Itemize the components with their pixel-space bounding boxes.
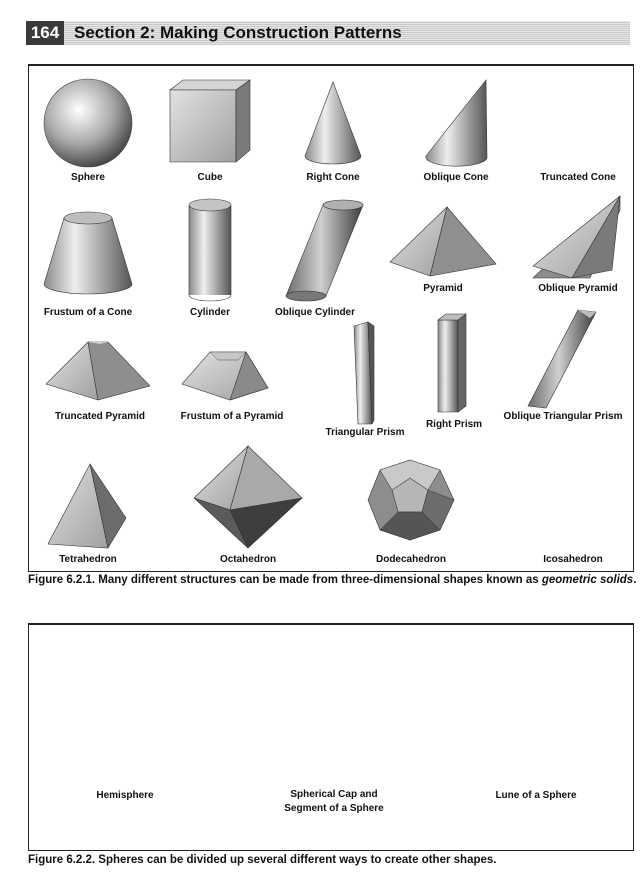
label-cylinder: Cylinder	[189, 307, 231, 318]
section-title: Section 2: Making Construction Patterns	[74, 23, 402, 42]
label-truncated-pyramid: Truncated Pyramid	[54, 411, 146, 422]
frustum-pyramid-shape	[182, 352, 268, 400]
oblique-cone-shape	[426, 80, 487, 166]
label-cap-line1: Spherical Cap and	[290, 789, 378, 800]
oblique-cylinder-shape	[286, 200, 363, 301]
figure-6-2-2-caption: Figure 6.2.2. Spheres can be divided up several different ways to create other shapes.	[28, 854, 497, 866]
label-pyramid: Pyramid	[423, 283, 463, 294]
right-cone-shape	[305, 82, 361, 164]
octahedron-shape	[194, 446, 302, 548]
caption-emphasis: geometric solids	[541, 574, 634, 586]
label-octahedron: Octahedron	[219, 554, 277, 565]
label-right-cone: Right Cone	[306, 172, 360, 183]
tetrahedron-shape	[48, 464, 126, 548]
label-spherical-cap-and-segment	[284, 788, 383, 816]
truncated-pyramid-shape	[46, 342, 150, 400]
label-tetrahedron: Tetrahedron	[59, 554, 117, 565]
sphere-shape	[44, 79, 132, 167]
oblique-pyramid-shape	[533, 196, 620, 278]
label-cube: Cube	[197, 172, 223, 183]
label-oblique-triangular-prism: Oblique Triangular Prism	[503, 411, 623, 422]
pyramid-shape	[390, 207, 496, 276]
caption-lead: Figure 6.2.1. Many different structures can be made from three-dimensional shapes known as	[28, 574, 542, 586]
label-triangular-prism: Triangular Prism	[325, 427, 405, 438]
figure-6-2-2-frame	[28, 623, 634, 851]
cylinder-shape	[189, 199, 231, 301]
label-sphere: Sphere	[71, 172, 105, 183]
triangular-prism-shape	[354, 322, 374, 424]
dodecahedron-shape	[368, 460, 454, 540]
label-lune: Lune of a Sphere	[495, 790, 577, 801]
label-icosahedron: Icosahedron	[543, 554, 603, 565]
label-oblique-cone: Oblique Cone	[423, 172, 489, 183]
label-truncated-cone: Truncated Cone	[540, 172, 616, 183]
frustum-cone-shape	[44, 212, 132, 294]
right-prism-shape	[438, 314, 466, 412]
label-dodecahedron: Dodecahedron	[375, 554, 447, 565]
label-frustum-pyramid: Frustum of a Pyramid	[180, 411, 284, 422]
label-right-prism: Right Prism	[425, 419, 483, 430]
label-cap-line2: Segment of a Sphere	[284, 803, 384, 814]
oblique-triangular-prism-shape	[528, 310, 596, 408]
label-hemisphere: Hemisphere	[96, 790, 154, 801]
label-oblique-pyramid: Oblique Pyramid	[538, 283, 618, 294]
cube-shape	[170, 80, 250, 162]
page-number: 164	[26, 21, 64, 45]
caption-end: .	[633, 574, 637, 586]
label-oblique-cylinder: Oblique Cylinder	[274, 307, 356, 318]
label-frustum-cone: Frustum of a Cone	[43, 307, 133, 318]
figure-6-2-1-caption	[28, 574, 636, 586]
